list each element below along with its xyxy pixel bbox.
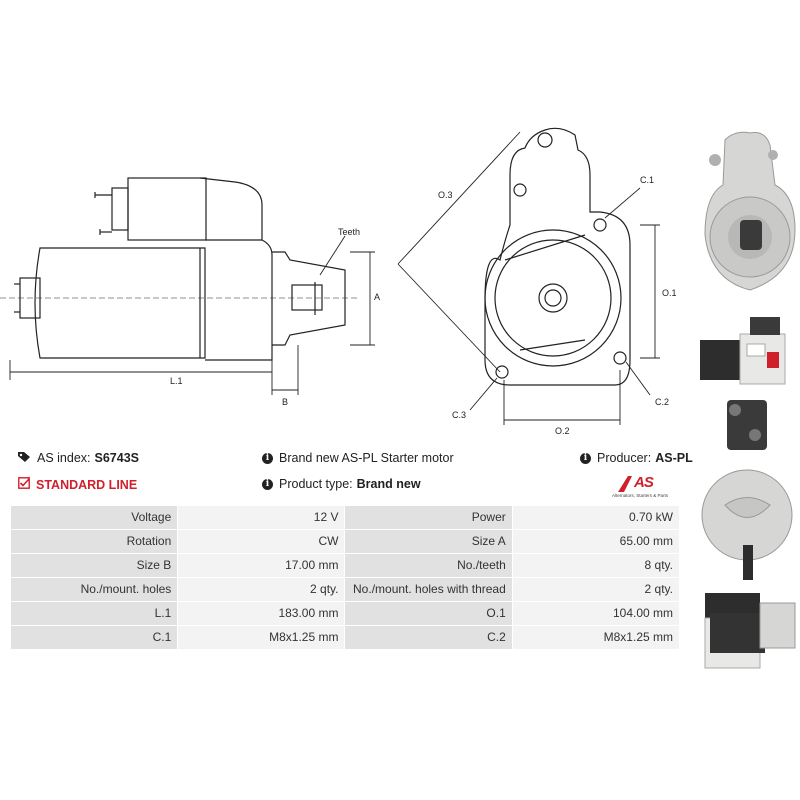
checkbox-check-icon <box>18 477 30 492</box>
spec-label: O.1 <box>345 602 512 626</box>
spec-value: 104.00 mm <box>512 602 679 626</box>
as-index-value: S6743S <box>94 451 139 465</box>
description-text: Brand new AS-PL Starter motor <box>279 451 454 465</box>
spec-label: Rotation <box>11 530 178 554</box>
spec-label: L.1 <box>11 602 178 626</box>
spec-value: 8 qty. <box>512 554 679 578</box>
spec-label: Power <box>345 506 512 530</box>
spec-value: 183.00 mm <box>178 602 345 626</box>
label-a: A <box>374 292 381 302</box>
standard-line <box>18 477 137 492</box>
label-c3: C.3 <box>452 410 467 420</box>
label-c1: C.1 <box>640 175 655 185</box>
spec-value: 0.70 kW <box>512 506 679 530</box>
spec-label: No./mount. holes <box>11 578 178 602</box>
spec-label: Size A <box>345 530 512 554</box>
tag-icon <box>18 451 31 465</box>
spec-label: C.2 <box>345 626 512 650</box>
producer-value: AS-PL <box>655 451 693 465</box>
as-pl-logo <box>612 474 684 502</box>
spec-value: M8x1.25 mm <box>178 626 345 650</box>
product-photos <box>695 120 800 680</box>
spec-label: C.1 <box>11 626 178 650</box>
producer-label: Producer: <box>597 451 652 465</box>
table-row <box>11 554 680 578</box>
as-index-label: AS index: <box>37 451 91 465</box>
label-l1: L.1 <box>170 376 183 386</box>
spec-label: No./mount. holes with thread <box>345 578 512 602</box>
photo-side[interactable] <box>695 312 800 392</box>
photo-perspective[interactable] <box>695 588 800 678</box>
spec-value: 2 qty. <box>512 578 679 602</box>
info-icon: i <box>262 453 273 464</box>
table-row <box>11 602 680 626</box>
info-icon: i <box>262 479 273 490</box>
as-index <box>18 451 139 465</box>
table-row <box>11 530 680 554</box>
label-b: B <box>282 397 289 407</box>
spec-value: CW <box>178 530 345 554</box>
table-row <box>11 626 680 650</box>
product-type-value: Brand new <box>356 477 421 491</box>
label-o2: O.2 <box>555 426 570 436</box>
logo-text: AS <box>634 474 653 491</box>
table-row <box>11 506 680 530</box>
label-c2: C.2 <box>655 397 670 407</box>
product-type-label: Product type: <box>279 477 353 491</box>
label-teeth: Teeth <box>338 227 361 237</box>
table-row <box>11 578 680 602</box>
spec-label: Size B <box>11 554 178 578</box>
spec-value: 12 V <box>178 506 345 530</box>
product-type <box>262 477 421 491</box>
photo-front[interactable] <box>695 125 800 310</box>
standard-line-label: STANDARD LINE <box>36 477 138 492</box>
photo-rear[interactable] <box>695 395 800 585</box>
info-icon: i <box>580 453 591 464</box>
spec-value: M8x1.25 mm <box>512 626 679 650</box>
producer <box>580 451 693 465</box>
technical-drawing <box>0 120 690 436</box>
label-o3: O.3 <box>438 190 453 200</box>
spec-label: Voltage <box>11 506 178 530</box>
spec-value: 17.00 mm <box>178 554 345 578</box>
spec-value: 65.00 mm <box>512 530 679 554</box>
logo-tagline: Alternators, Starters & Parts <box>612 493 669 498</box>
label-o1: O.1 <box>662 288 677 298</box>
spec-value: 2 qty. <box>178 578 345 602</box>
description <box>262 451 454 465</box>
spec-label: No./teeth <box>345 554 512 578</box>
specs-table <box>10 505 680 650</box>
